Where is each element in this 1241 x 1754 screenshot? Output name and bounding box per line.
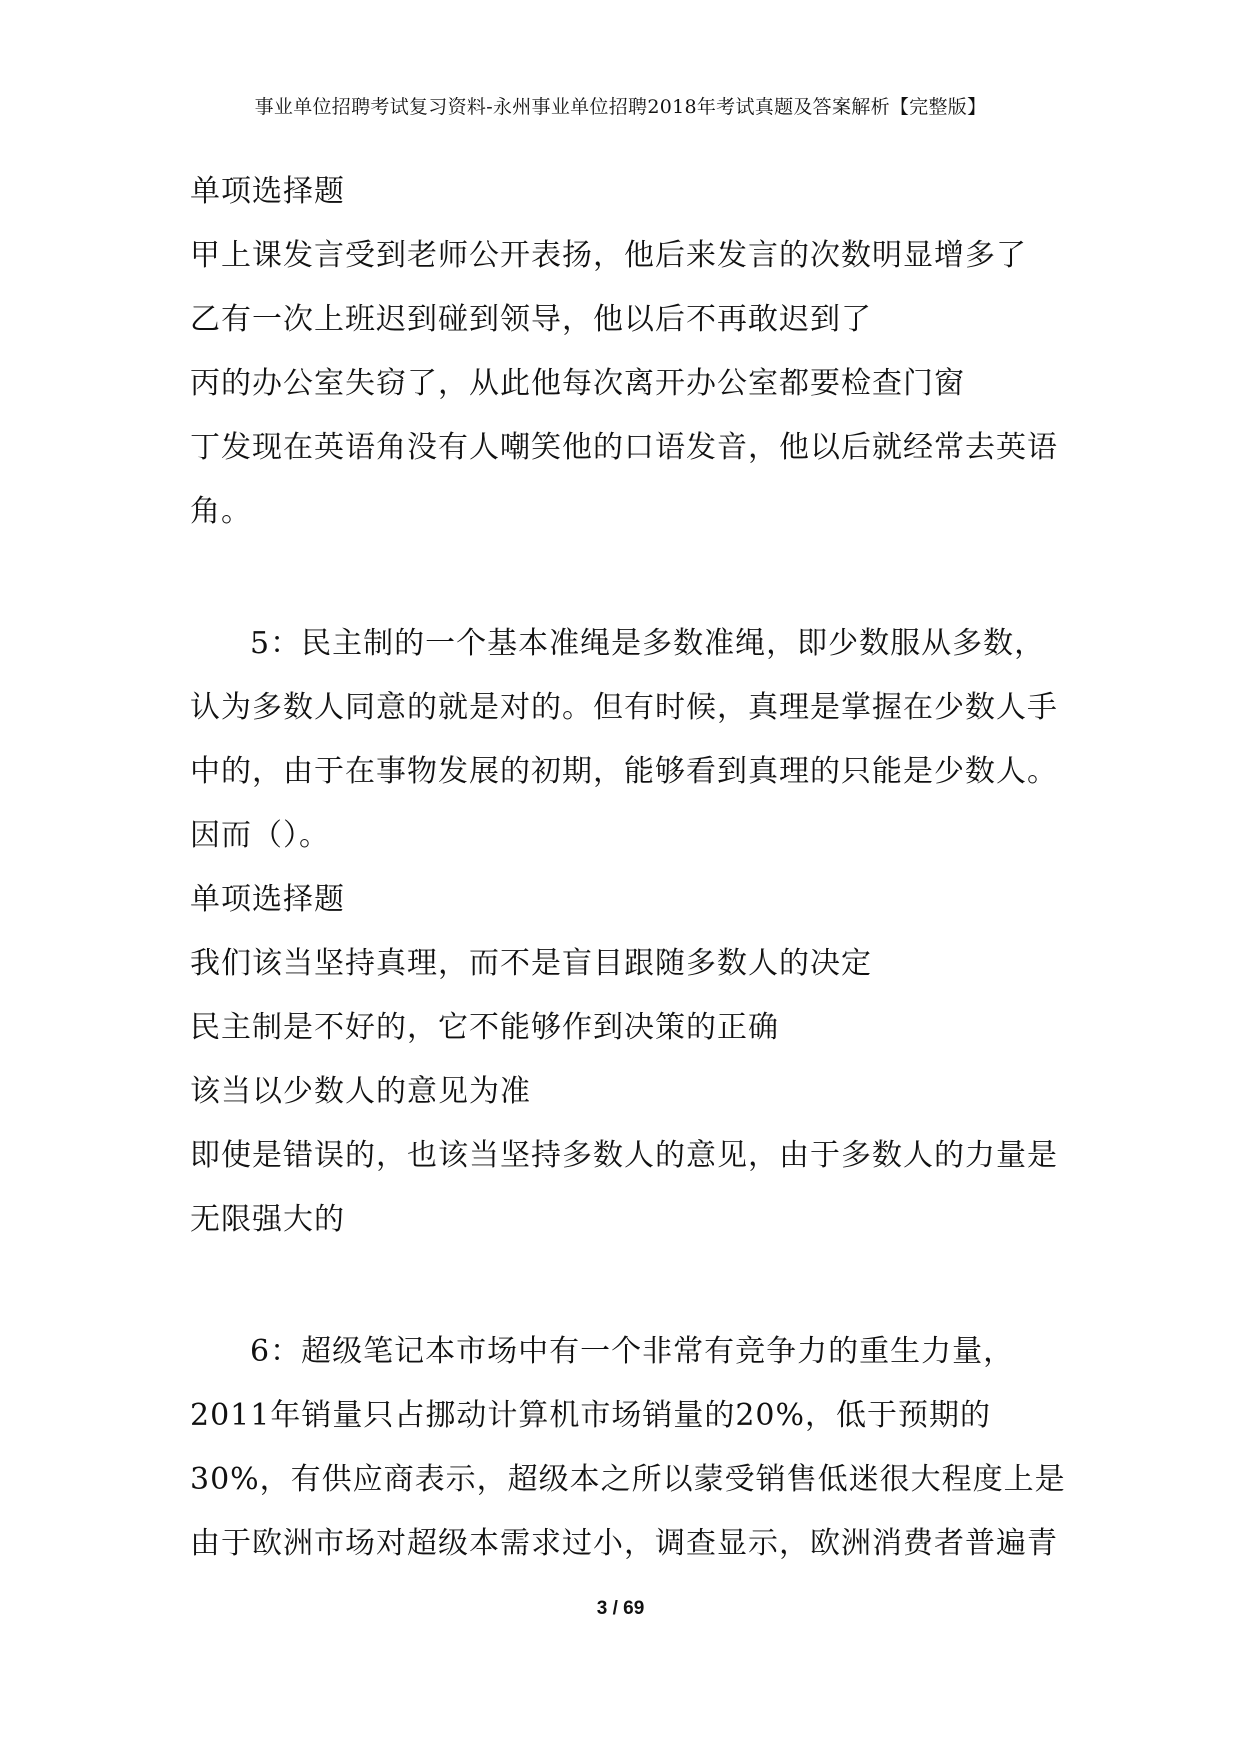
page-content	[190, 160, 1070, 1576]
option-line: 甲上课发言受到老师公开表扬，他后来发言的次数明显增多了	[190, 238, 1027, 273]
question-type-label: 单项选择题	[190, 882, 345, 917]
page-number: 3 / 69	[596, 1598, 645, 1619]
option-line: 丙的办公室失窃了，从此他每次离开办公室都要检查门窗	[190, 366, 965, 401]
question-stem-line: 2011年销量只占挪动计算机市场销量的20%，低于预期的	[190, 1398, 992, 1433]
option-line: 我们该当坚持真理，而不是盲目跟随多数人的决定	[190, 946, 872, 981]
question-type-label: 单项选择题	[190, 174, 345, 209]
paragraph-gap	[190, 1252, 1070, 1320]
option-line: 即使是错误的，也该当坚持多数人的意见，由于多数人的力量是	[190, 1138, 1058, 1173]
option-line: 角。	[190, 494, 252, 529]
option-line: 无限强大的	[190, 1202, 345, 1237]
paragraph-gap	[190, 544, 1070, 612]
question-4-options-block	[190, 160, 1070, 544]
option-line: 民主制是不好的，它不能够作到决策的正确	[190, 1010, 779, 1045]
option-line: 该当以少数人的意见为准	[190, 1074, 531, 1109]
question-stem-line: 5：民主制的一个基本准绳是多数准绳，即少数服从多数，	[250, 626, 1046, 661]
page-header: 事业单位招聘考试复习资料-永州事业单位招聘2018年考试真题及答案解析【完整版】	[254, 96, 987, 118]
question-stem-line: 由于欧洲市场对超级本需求过小，调查显示，欧洲消费者普遍青	[190, 1526, 1058, 1561]
question-stem-line: 6：超级笔记本市场中有一个非常有竞争力的重生力量，	[250, 1334, 1015, 1369]
question-stem-line: 认为多数人同意的就是对的。但有时候，真理是掌握在少数人手	[190, 690, 1058, 725]
option-line: 乙有一次上班迟到碰到领导，他以后不再敢迟到了	[190, 302, 872, 337]
option-line: 丁发现在英语角没有人嘲笑他的口语发音，他以后就经常去英语	[190, 430, 1058, 465]
question-stem-line: 因而（）。	[190, 818, 330, 853]
question-6-block	[190, 1320, 1070, 1576]
question-stem-line: 中的，由于在事物发展的初期，能够看到真理的只能是少数人。	[190, 754, 1058, 789]
question-stem-line: 30%，有供应商表示，超级本之所以蒙受销售低迷很大程度上是	[190, 1462, 1066, 1497]
question-5-block	[190, 612, 1070, 1252]
